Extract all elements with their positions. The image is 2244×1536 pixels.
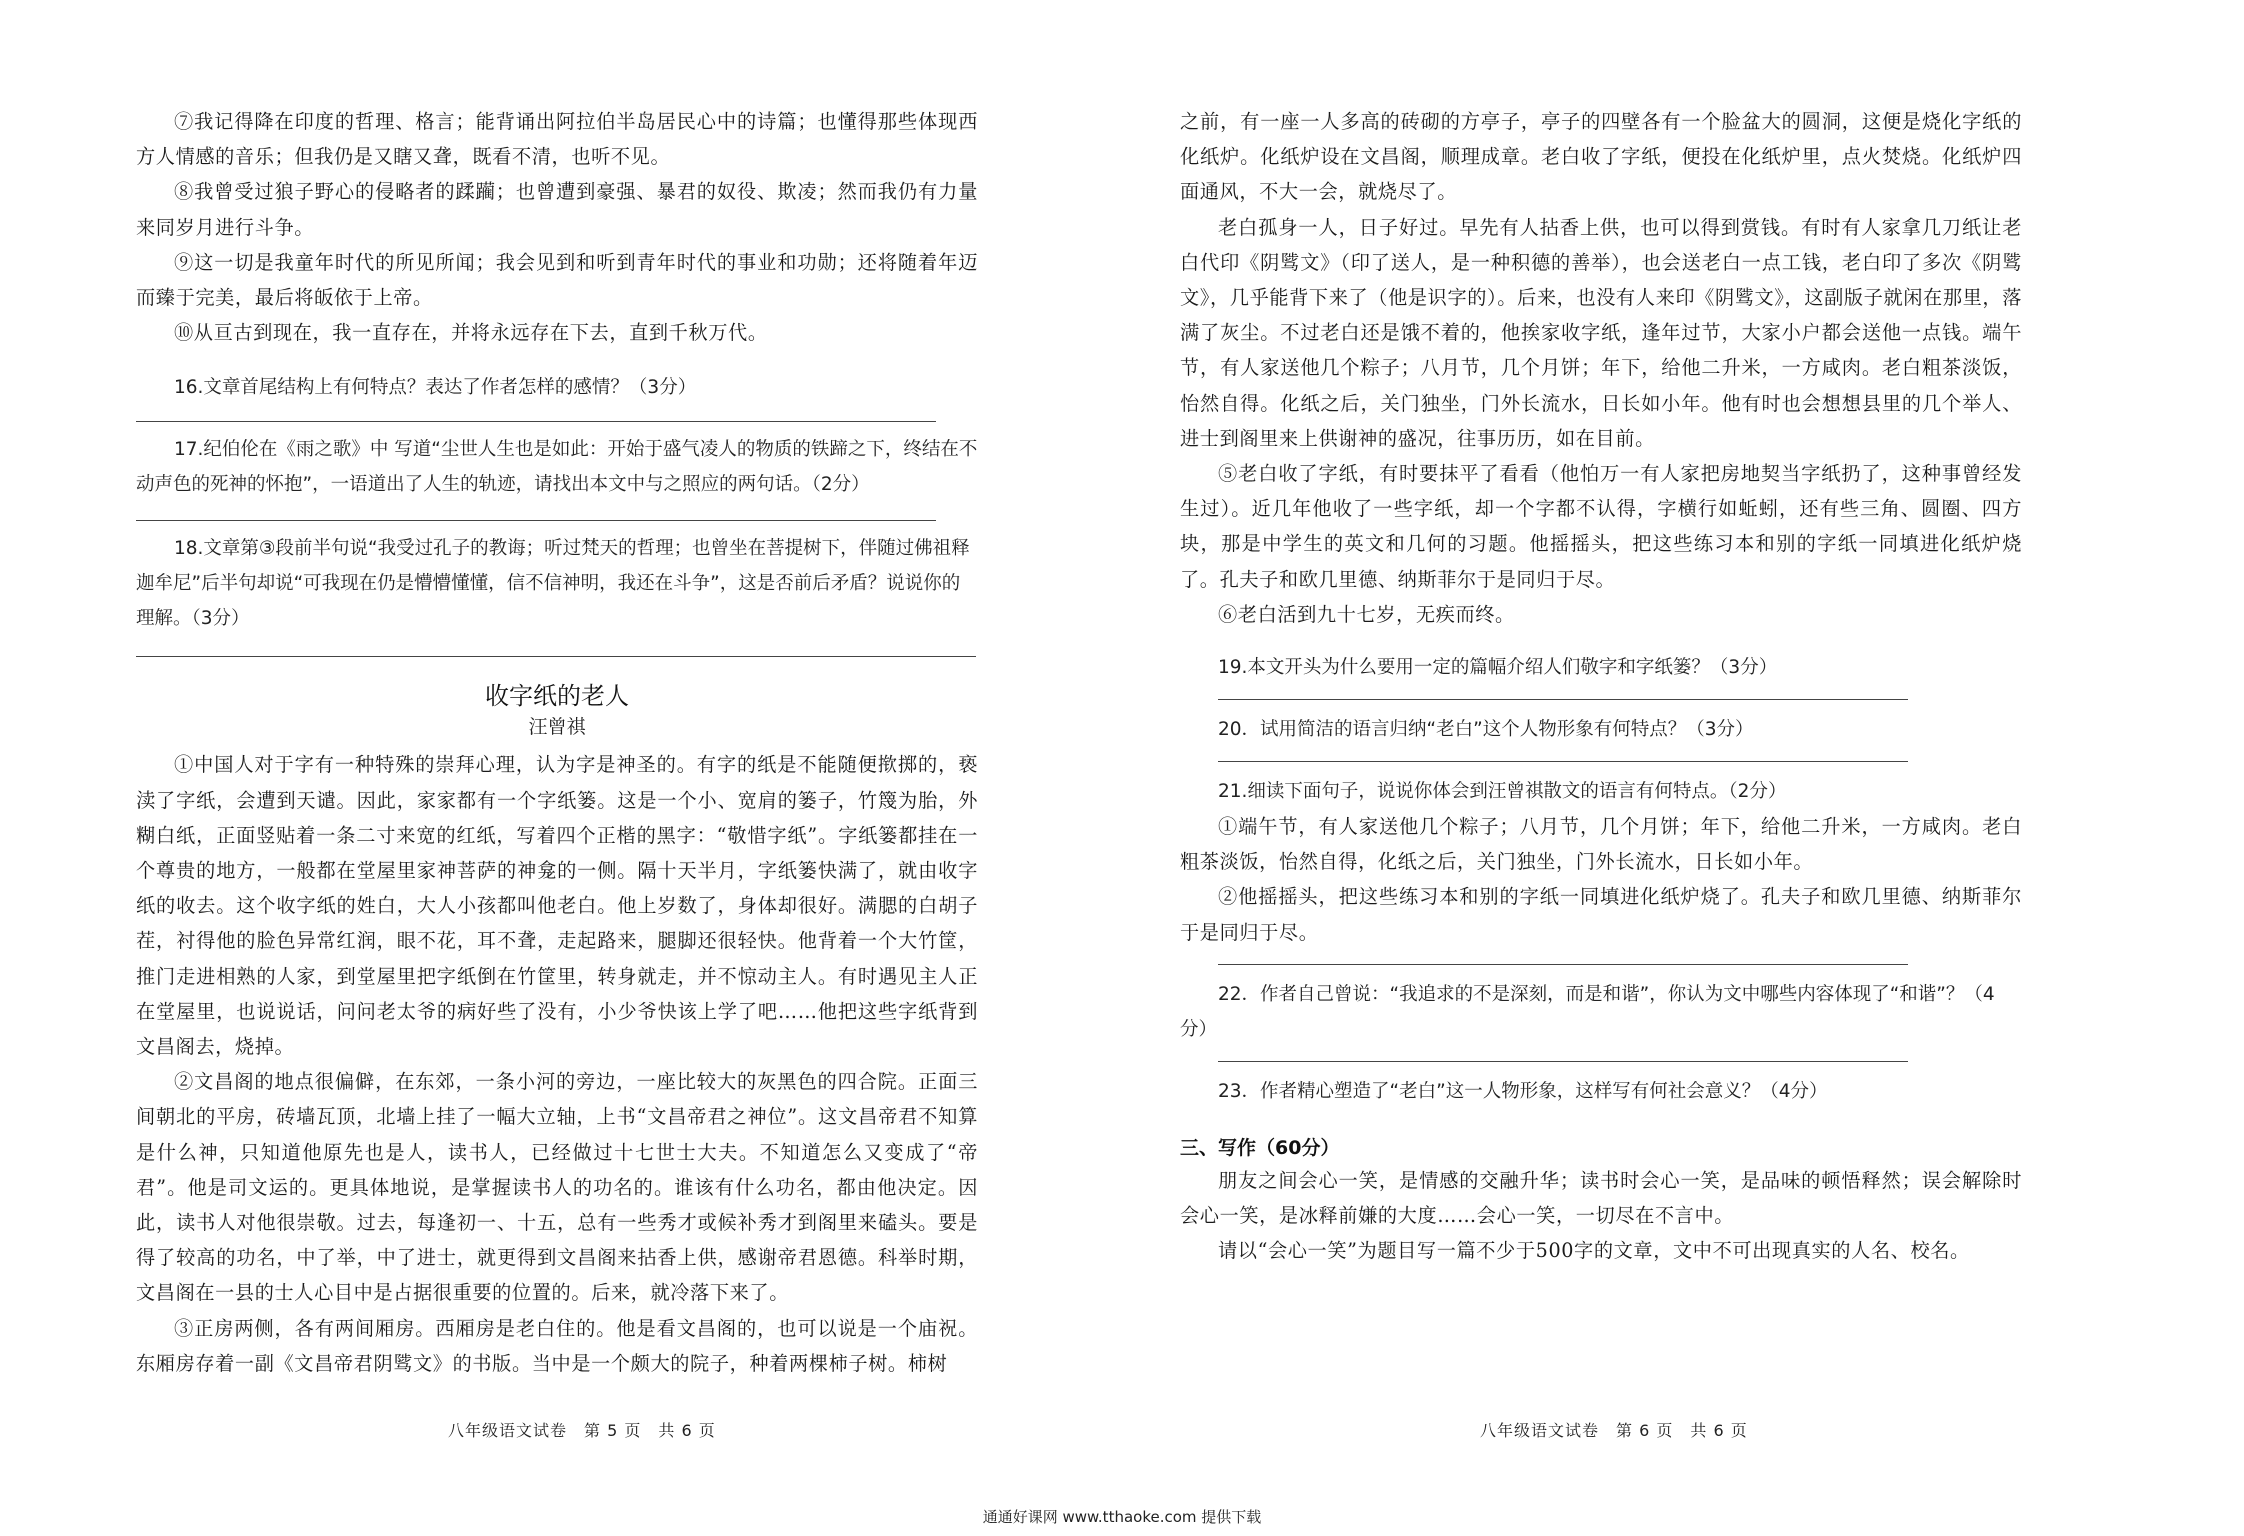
article-paragraph-3: ③正房两侧，各有两间厢房。西厢房是老白住的。他是看文昌阁的，也可以说是一个庙祝。东厢房存着一副《文昌帝君阴骘文》的书版。当中是一个颇大的院子，种着两棵柿子树。柿树 [136,1316,978,1375]
paragraph-continued: 之前，有一座一人多高的砖砌的方亭子，亭子的四壁各有一个脸盆大的圆洞，这便是烧化字纸的化纸炉。化纸炉设在文昌阁，顺理成章。老白收了字纸，便投在化纸炉里，点火焚烧。化纸炉四面通风，不大一会，就烧尽了。 [1180,110,2022,204]
page-footer-right: 八年级语文试卷 第 6 页 共 6 页 [1480,1421,1748,1440]
paragraph-10: ⑩从亘古到现在，我一直存在，并将永远存在下去，直到千秋万代。 [174,321,768,345]
article-paragraph-2: ②文昌阁的地点很偏僻，在东郊，一条小河的旁边，一座比较大的灰黑色的四合院。正面三间朝北的平房，砖墙瓦顶，北墙上挂了一幅大立轴，上书“文昌帝君之神位”。这文昌帝君不知算是什么神，只知道他原先也是人，读书人，已经做过十七世士大夫。不知道怎么又变成了“帝君”。他是司文运的。更具体地说，是掌握读书人的功名的。谁该有什么功名，都由他决定。因此，读书人对他很崇敬。过去，每逢初一、十五，总有一些秀才或候补秀才到阁里来磕头。要是得了较高的功名，中了举，中了进士，就更得到文昌阁来拈香上供，感谢帝君恩德。科举时期，文昌阁在一县的士人心目中是占据很重要的位置的。后来，就冷落下来了。 [136,1070,978,1305]
question-23: 23．作者精心塑造了“老白”这一人物形象，这样写有何社会意义？（4分） [1218,1080,1828,1102]
paragraph-6: ⑥老白活到九十七岁，无疾而终。 [1218,602,1515,626]
article-author: 汪曾祺 [528,716,586,739]
question-21-sentence-1: ①端午节，有人家送他几个粽子；八月节，几个月饼；年下，给他二升米，一方咸肉。老白粗茶淡饭，怡然自得，化纸之后，关门独坐，门外长流水，日长如小年。 [1180,815,2022,874]
question-21-sentence-2: ②他摇摇头，把这些练习本和别的字纸一同填进化纸炉烧了。孔夫子和欧几里德、纳斯菲尔于是同归于尽。 [1180,885,2022,944]
article-title: 收字纸的老人 [485,682,629,711]
download-credit: 通通好课网 www.tthaoke.com 提供下载 [982,1508,1262,1526]
question-16: 16.文章首尾结构上有何特点？表达了作者怎样的感情？（3分） [174,377,697,399]
question-18: 18.文章第③段前半句说“我受过孔子的教诲；听过梵天的哲理；也曾坐在菩提树下，伴随过佛祖释迦牟尼”后半句却说“可我现在仍是懵懵懂懂，信不信神明，我还在斗争”，这是否前后矛盾？说说你的理解。（3分） [136,538,970,630]
paragraph-9: ⑨这一切是我童年时代的所见所闻；我会见到和听到青年时代的事业和功勋；还将随着年迈而臻于完美，最后将皈依于上帝。 [136,250,978,310]
paragraph-7: ⑦我记得降在印度的哲理、格言；能背诵出阿拉伯半岛居民心中的诗篇；也懂得那些体现西方人情感的音乐；但我仍是又瞎又聋，既看不清，也听不见。 [136,110,978,169]
right-page [1180,104,2022,1268]
left-page [136,104,978,1381]
writing-heading: 三、写作（60分） [1180,1136,1340,1159]
paragraph-4: 老白孤身一人，日子好过。早先有人拈香上供，也可以得到赏钱。有时有人家拿几刀纸让老白代印《阴骘文》（印了送人，是一种积德的善举），也会送老白一点工钱，老白印了多次《阴骘文》，几乎能背下来了（他是识字的）。后来，也没有人来印《阴骘文》，这副版子就闲在那里，落满了灰尘。不过老白还是饿不着的，他挨家收字纸，逢年过节，大家小户都会送他一点钱。端午节，有人家送他几个粽子；八月节，几个月饼；年下，给他二升米，一方咸肉。老白粗茶淡饭，怡然自得。化纸之后，关门独坐，门外长流水，日长如小年。他有时也会想想县里的几个举人、进士到阁里来上供谢神的盛况，往事历历，如在目前。 [1180,215,2022,450]
page-footer-left: 八年级语文试卷 第 5 页 共 6 页 [448,1421,716,1440]
question-19: 19.本文开头为什么要用一定的篇幅介绍人们敬字和字纸篓？（3分） [1218,657,1778,679]
writing-prompt-2: 请以“会心一笑”为题目写一篇不少于500字的文章，文中不可出现真实的人名、校名。 [1218,1239,1970,1263]
paragraph-5: ⑤老白收了字纸，有时要抹平了看看（他怕万一有人家把房地契当字纸扔了，这种事曾经发生过）。近几年他收了一些字纸，却一个字都不认得，字横行如蚯蚓，还有些三角、圆圈、四方块，那是中学生的英文和几何的习题。他摇摇头，把这些练习本和别的字纸一同填进化纸炉烧了。孔夫子和欧几里德、纳斯菲尔于是同归于尽。 [1180,462,2022,591]
paragraph-8: ⑧我曾受过狼子野心的侵略者的蹂躏；也曾遭到豪强、暴君的奴役、欺凌；然而我仍有力量来同岁月进行斗争。 [136,180,978,239]
question-22: 22．作者自己曾说：“我追求的不是深刻，而是和谐”，你认为文中哪些内容体现了“和谐”？（4分） [1180,983,1995,1040]
writing-prompt-1: 朋友之间会心一笑，是情感的交融升华；读书时会心一笑，是品味的顿悟释然；误会解除时会心一笑，是冰释前嫌的大度……会心一笑，一切尽在不言中。 [1180,1168,2022,1228]
question-17: 17.纪伯伦在《雨之歌》中 写道“尘世人生也是如此：开始于盛气凌人的物质的铁蹄之下，终结在不动声色的死神的怀抱”，一语道出了人生的轨迹，请找出本文中与之照应的两句话。（2分） [136,439,978,496]
article-paragraph-1: ①中国人对于字有一种特殊的崇拜心理，认为字是神圣的。有字的纸是不能随便揿掷的，亵渎了字纸，会遭到天谴。因此，家家都有一个字纸篓。这是一个小、宽肩的篓子，竹篾为胎，外糊白纸，正面竖贴着一条二寸来宽的红纸，写着四个正楷的黑字：“敬惜字纸”。字纸篓都挂在一个尊贵的地方，一般都在堂屋里家神菩萨的神龛的一侧。隔十天半月，字纸篓快满了，就由收字纸的收去。这个收字纸的姓白，大人小孩都叫他老白。他上岁数了，身体却很好。满腮的白胡子茬，衬得他的脸色异常红润，眼不花，耳不聋，走起路来，腿脚还很轻快。他背着一个大竹筐，推门走进相熟的人家，到堂屋里把字纸倒在竹筐里，转身就走，并不惊动主人。有时遇见主人正在堂屋里，也说说话，问问老太爷的病好些了没有，小少爷快该上学了吧……他把这些字纸背到文昌阁去，烧掉。 [136,753,978,1059]
question-20: 20．试用简洁的语言归纳“老白”这个人物形象有何特点？（3分） [1218,719,1754,741]
question-21: 21.细读下面句子，说说你体会到汪曾祺散文的语言有何特点。（2分） [1218,781,1787,803]
